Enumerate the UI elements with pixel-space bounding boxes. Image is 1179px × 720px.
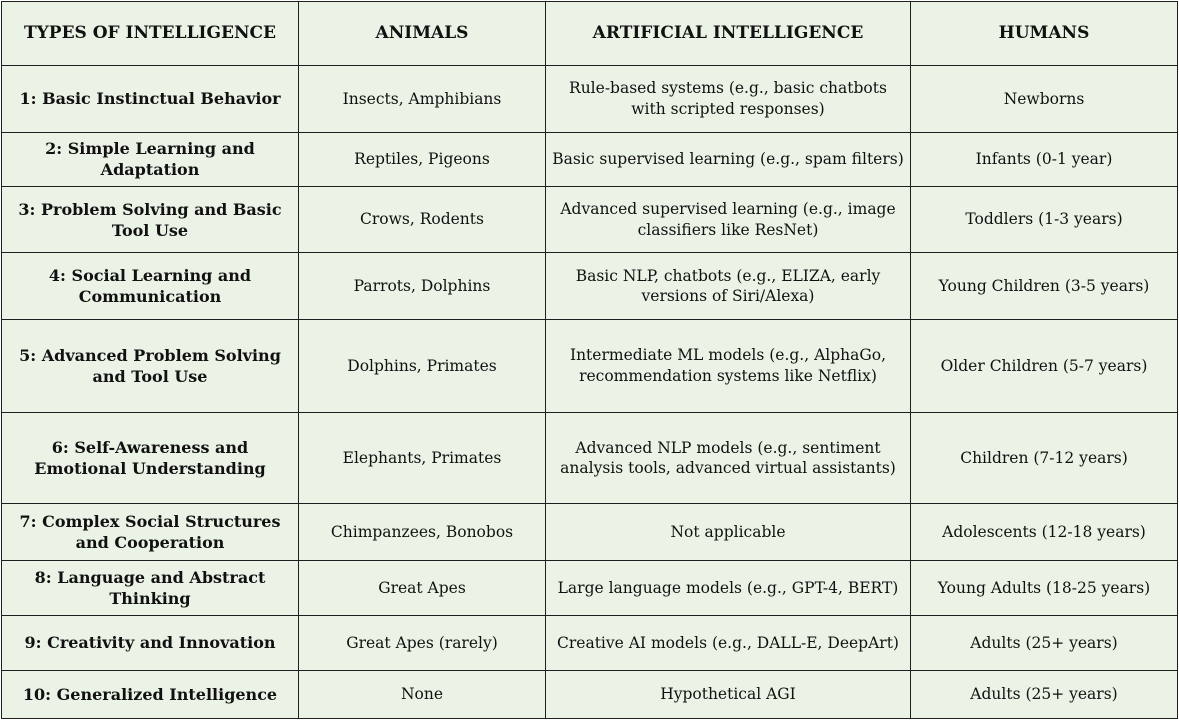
ai-cell: Intermediate ML models (e.g., AlphaGo, recommendation systems like Netflix) bbox=[546, 319, 911, 412]
ai-cell: Not applicable bbox=[546, 504, 911, 560]
intelligence-type-cell: 2: Simple Learning and Adaptation bbox=[2, 132, 299, 186]
animals-cell: Great Apes bbox=[299, 560, 546, 615]
intelligence-type-cell: 10: Generalized Intelligence bbox=[2, 670, 299, 718]
animals-cell: Great Apes (rarely) bbox=[299, 616, 546, 670]
ai-cell: Basic NLP, chatbots (e.g., ELIZA, early versions of Siri/Alexa) bbox=[546, 253, 911, 320]
table-row bbox=[2, 319, 1178, 412]
humans-cell: Adults (25+ years) bbox=[911, 670, 1178, 718]
header-row bbox=[2, 2, 1178, 66]
intelligence-type-cell: 5: Advanced Problem Solving and Tool Use bbox=[2, 319, 299, 412]
ai-cell: Advanced supervised learning (e.g., image classifiers like ResNet) bbox=[546, 186, 911, 253]
intelligence-type-cell: 6: Self-Awareness and Emotional Understanding bbox=[2, 412, 299, 504]
animals-cell: Dolphins, Primates bbox=[299, 319, 546, 412]
header-animals: ANIMALS bbox=[299, 2, 546, 66]
humans-cell: Young Children (3-5 years) bbox=[911, 253, 1178, 320]
animals-cell: Crows, Rodents bbox=[299, 186, 546, 253]
table-row bbox=[2, 132, 1178, 186]
table-row bbox=[2, 504, 1178, 560]
table-row bbox=[2, 66, 1178, 133]
animals-cell: Elephants, Primates bbox=[299, 412, 546, 504]
intelligence-type-cell: 7: Complex Social Structures and Cooperation bbox=[2, 504, 299, 560]
animals-cell: Insects, Amphibians bbox=[299, 66, 546, 133]
table-row bbox=[2, 186, 1178, 253]
animals-cell: None bbox=[299, 670, 546, 718]
intelligence-type-cell: 9: Creativity and Innovation bbox=[2, 616, 299, 670]
table-row bbox=[2, 670, 1178, 718]
ai-cell: Rule-based systems (e.g., basic chatbots with scripted responses) bbox=[546, 66, 911, 133]
table-row bbox=[2, 560, 1178, 615]
header-types-of-intelligence: TYPES OF INTELLIGENCE bbox=[2, 2, 299, 66]
animals-cell: Parrots, Dolphins bbox=[299, 253, 546, 320]
intelligence-type-cell: 4: Social Learning and Communication bbox=[2, 253, 299, 320]
animals-cell: Chimpanzees, Bonobos bbox=[299, 504, 546, 560]
humans-cell: Adults (25+ years) bbox=[911, 616, 1178, 670]
ai-cell: Hypothetical AGI bbox=[546, 670, 911, 718]
animals-cell: Reptiles, Pigeons bbox=[299, 132, 546, 186]
humans-cell: Infants (0-1 year) bbox=[911, 132, 1178, 186]
ai-cell: Basic supervised learning (e.g., spam filters) bbox=[546, 132, 911, 186]
humans-cell: Adolescents (12-18 years) bbox=[911, 504, 1178, 560]
header-artificial-intelligence: ARTIFICIAL INTELLIGENCE bbox=[546, 2, 911, 66]
header-humans: HUMANS bbox=[911, 2, 1178, 66]
intelligence-comparison-table bbox=[1, 1, 1178, 719]
table-row bbox=[2, 412, 1178, 504]
humans-cell: Older Children (5-7 years) bbox=[911, 319, 1178, 412]
humans-cell: Toddlers (1-3 years) bbox=[911, 186, 1178, 253]
intelligence-type-cell: 3: Problem Solving and Basic Tool Use bbox=[2, 186, 299, 253]
humans-cell: Children (7-12 years) bbox=[911, 412, 1178, 504]
table-row bbox=[2, 616, 1178, 670]
ai-cell: Creative AI models (e.g., DALL-E, DeepArt) bbox=[546, 616, 911, 670]
table-row bbox=[2, 253, 1178, 320]
ai-cell: Large language models (e.g., GPT-4, BERT) bbox=[546, 560, 911, 615]
humans-cell: Newborns bbox=[911, 66, 1178, 133]
intelligence-type-cell: 8: Language and Abstract Thinking bbox=[2, 560, 299, 615]
ai-cell: Advanced NLP models (e.g., sentiment analysis tools, advanced virtual assistants) bbox=[546, 412, 911, 504]
humans-cell: Young Adults (18-25 years) bbox=[911, 560, 1178, 615]
intelligence-type-cell: 1: Basic Instinctual Behavior bbox=[2, 66, 299, 133]
